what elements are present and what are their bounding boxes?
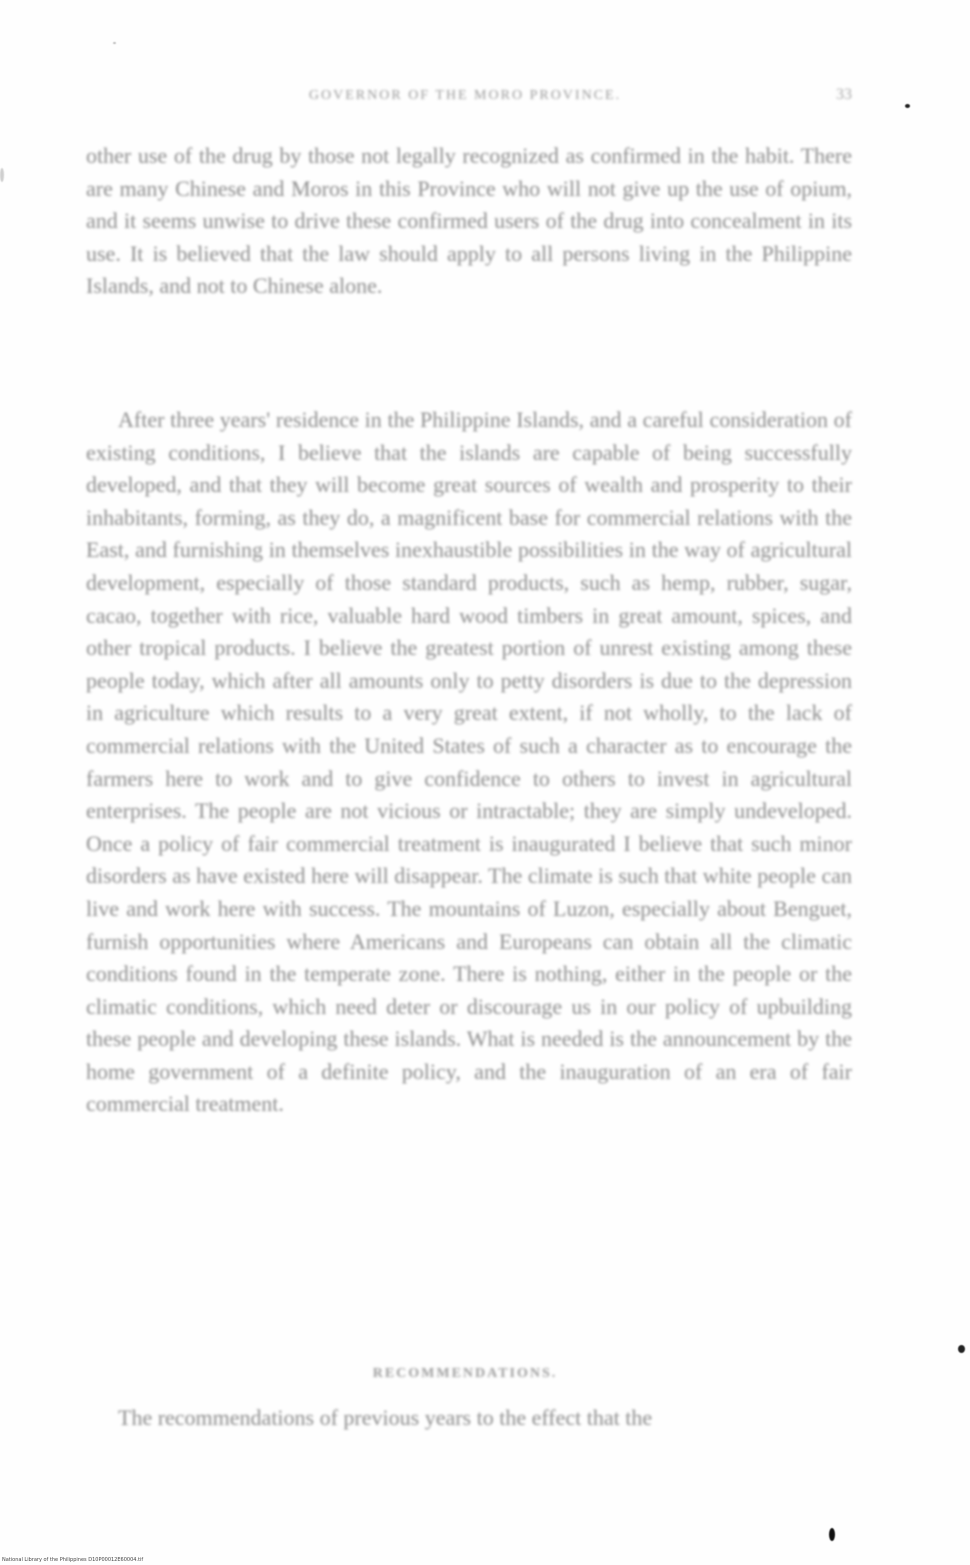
paragraph-development: After three years' residence in the Philippine Islands, and a careful consideration of existing conditions, I believe that the islands are capable of being successfully developed, and that they will become great sources of wealth and prosperity to their inhabitants, forming, as they do, a magnificent base for commercial relations with the East, and furnishing in themselves inexhaustible possibilities in the way of agricultural development, especially of those standard products, such as hemp, rubber, sugar, cacao, together with rice, valuable hard wood timbers in great amount, spices, and other tropical products. I believe the greatest portion of unrest existing among these people today, which after all amounts only to petty disorders is due to the depression in agriculture which results to a very great extent, if not wholly, to the lack of commercial relations with the United States of such a character as to encourage the farmers here to work and to give confidence to others to invest in agricultural enterprises. The people are not vicious or intractable; they are simply undeveloped. Once a policy of fair commercial treatment is inaugurated I believe that such minor disorders as have existed here will disappear. The climate is such that white people can live and work here with success. The mountains of Luzon, especially about Benguet, furnish opportunities where Americans and Europeans can obtain all the climatic conditions found in the temperate zone. There is nothing, either in the people or the climatic conditions, which need deter or discourage us in our policy of upbuilding these people and developing these islands. What is needed is the announcement by the home government of a definite policy, and the inauguration of an era of fair commercial treatment.	[86, 407, 852, 1117]
paragraph-recommendations: The recommendations of previous years to the effect that the	[118, 1405, 653, 1430]
archive-footer: National Library of the Philippines D10P00012E60004.tif	[2, 1557, 144, 1563]
running-head: GOVERNOR OF THE MORO PROVINCE.	[308, 88, 622, 103]
scan-speck	[0, 168, 4, 182]
section-heading-recommendations: RECOMMENDATIONS.	[372, 1366, 558, 1381]
scan-speck	[113, 42, 116, 44]
page-number: 33	[836, 86, 852, 103]
scan-speck	[829, 1528, 835, 1541]
scan-speck	[958, 1345, 965, 1353]
paragraph-opium-law: other use of the drug by those not legally recognized as confirmed in the habit. There are many Chinese and Moros in this Province who will not give up the use of opium, and it seems unwise to drive these confirmed users of the drug into concealment in its use. It is believed that the law should apply to all persons living in the Philippine Islands, and not to Chinese alone.	[86, 143, 852, 299]
scan-speck	[905, 104, 910, 108]
